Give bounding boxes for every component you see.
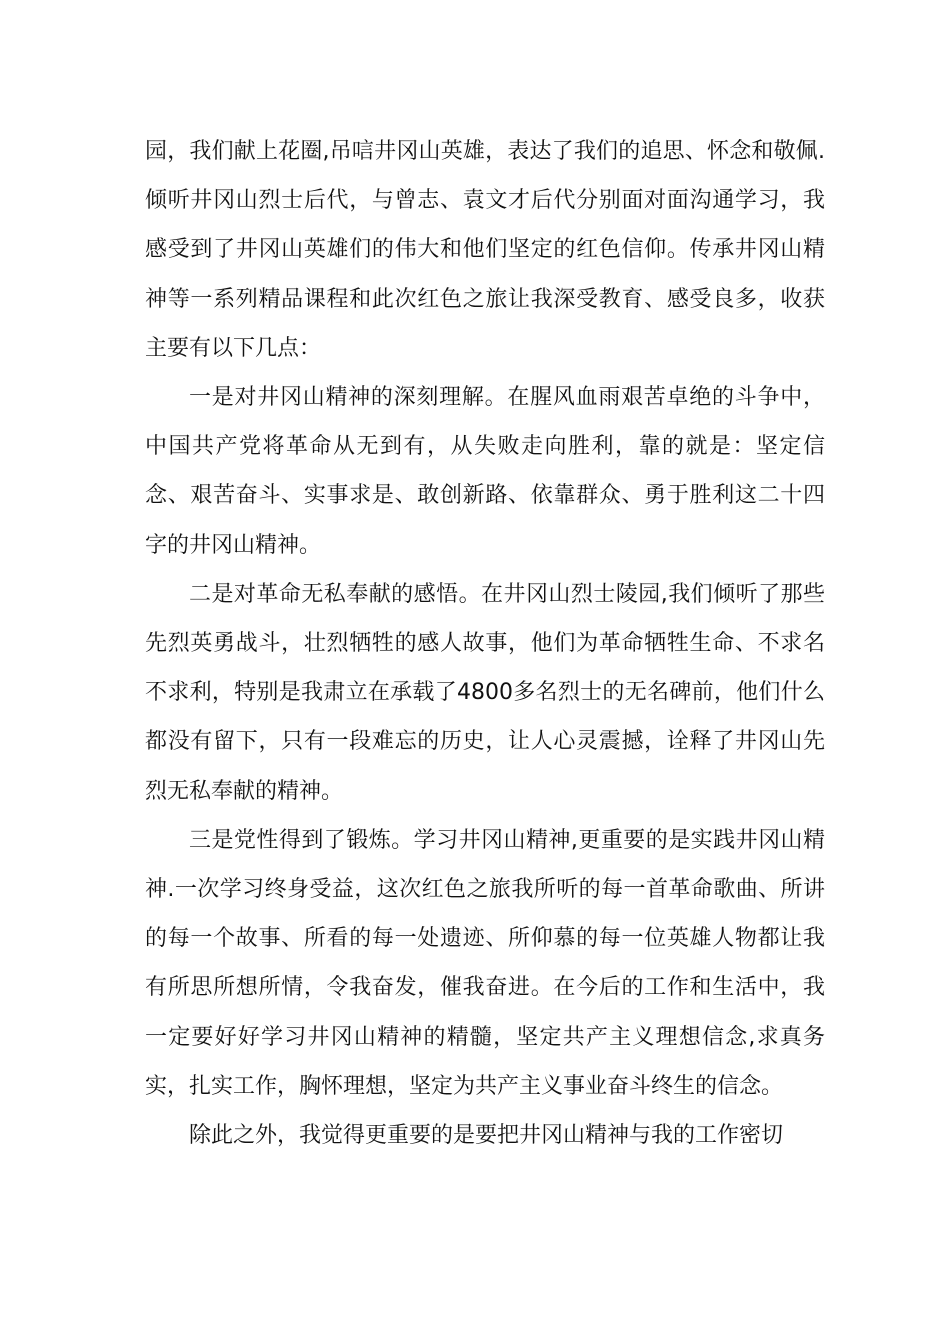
paragraph-5: 除此之外，我觉得更重要的是要把井冈山精神与我的工作密切: [189, 1123, 784, 1149]
paragraph-1: 园，我们献上花圈,吊唁井冈山英雄，表达了我们的追思、怀念和敬佩.倾听井冈山烈士后代，与曾志、袁文才后代分别面对面沟通学习，我感受到了井冈山英雄们的伟大和他们坚定的红色信仰。传承井冈山精神等一系列精品课程和此次红色之旅让我深受教育、感受良多，收获主要有以下几点：: [145, 139, 825, 361]
paragraph-4: 三是党性得到了锻炼。学习井冈山精神,更重要的是实践井冈山精神.一次学习终身受益，这次红色之旅我所听的每一首革命歌曲、所讲的每一个故事、所看的每一处遗迹、所仰慕的每一位英雄人物都让我有所思所想所情，令我奋发，催我奋进。在今后的工作和生活中，我一定要好好学习井冈山精神的精髓，坚定共产主义理想信念,求真务实，扎实工作，胸怀理想，坚定为共产主义事业奋斗终生的信念。: [145, 827, 825, 1099]
paragraph-3: 二是对革命无私奉献的感悟。在井冈山烈士陵园,我们倾听了那些先烈英勇战斗，壮烈牺牲的感人故事，他们为革命牺牲生命、不求名不求利，特别是我肃立在承载了4800多名烈士的无名碑前，他们什么都没有留下，只有一段难忘的历史，让人心灵震撼，诠释了井冈山先烈无私奉献的精神。: [145, 581, 825, 804]
document-body: [145, 127, 825, 1160]
paragraph-2: 一是对井冈山精神的深刻理解。在腥风血雨艰苦卓绝的斗争中，中国共产党将革命从无到有，从失败走向胜利，靠的就是：坚定信念、艰苦奋斗、实事求是、敢创新路、依靠群众、勇于胜利这二十四字的井冈山精神。: [145, 385, 825, 558]
